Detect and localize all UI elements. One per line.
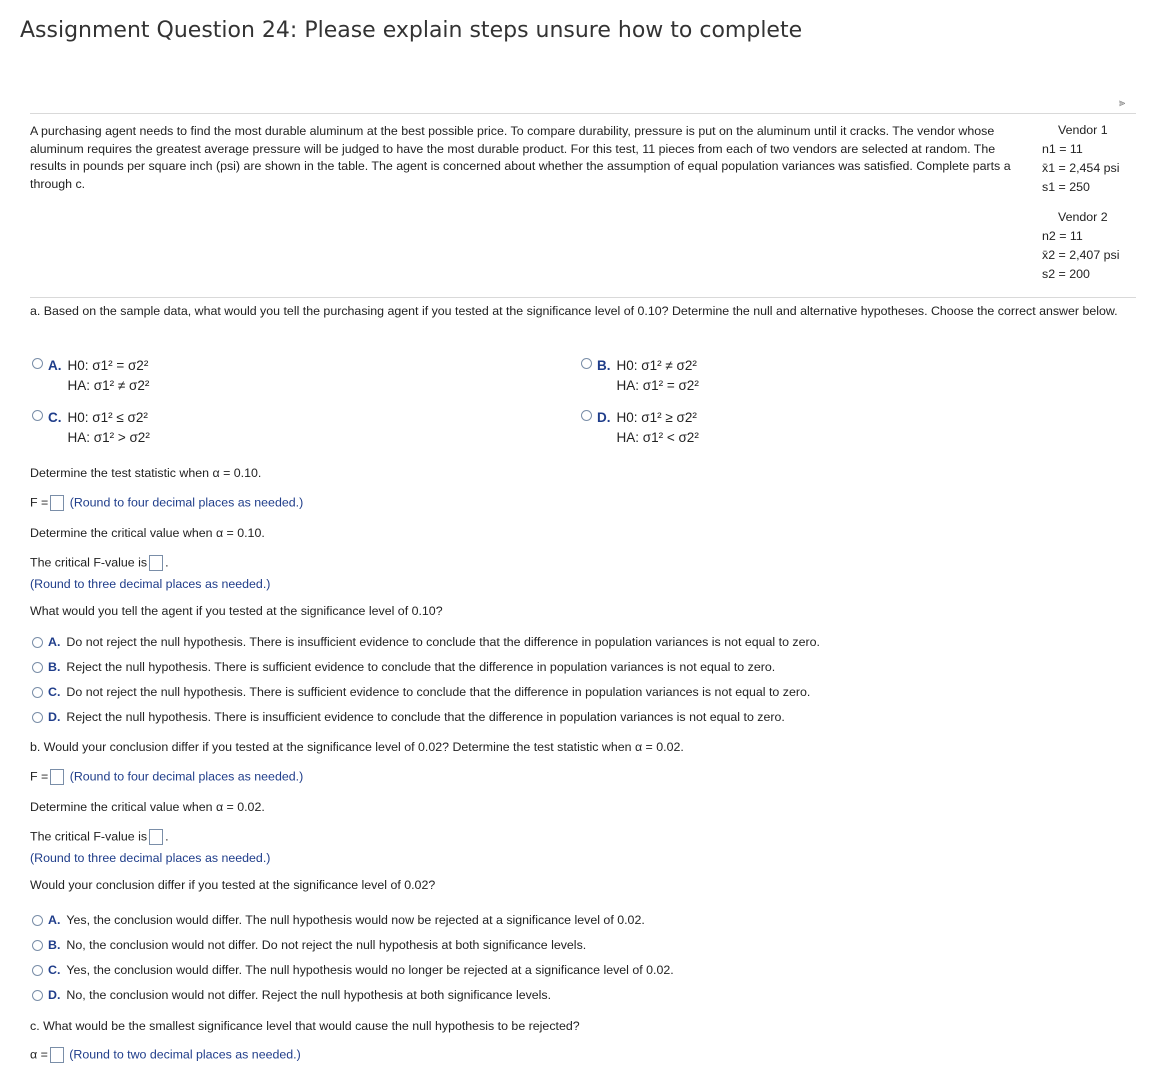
- hypothesis-option-c[interactable]: C. H0: σ1² ≤ σ2² HA: σ1² > σ2²: [32, 408, 150, 448]
- alpha-input[interactable]: [50, 1047, 64, 1063]
- radio-circle-icon[interactable]: [32, 662, 43, 673]
- crit-value-input-a[interactable]: [149, 555, 163, 571]
- f-stat-hint-a: (Round to four decimal places as needed.): [69, 495, 304, 510]
- top-divider: [30, 113, 1136, 114]
- radio-circle-icon[interactable]: [32, 990, 43, 1001]
- alpha-hint: (Round to two decimal places as needed.): [69, 1047, 301, 1062]
- page-title: Assignment Question 24: Please explain steps unsure how to complete: [20, 18, 803, 43]
- vendor-2-n: n2 = 11: [1042, 229, 1083, 243]
- vendor-1-n: n1 = 11: [1042, 142, 1083, 156]
- problem-text: A purchasing agent needs to find the most durable aluminum at the best possible price. To compare durability, pressure is put on the aluminum until it cracks. The vendor whose aluminum requires the greatest average pressure will be judged to have the most durable product. For this test, 11 pieces from each of two vendors are selected at random. The results in pounds per square inch (psi) are shown in the table. The agent is concerned about whether the assumption of equal population variances was satisfied. Complete parts a through c.: [30, 124, 1011, 191]
- crit-prompt-a: Determine the critical value when α = 0.10.: [30, 526, 265, 540]
- h0-text: H0: σ1² ≥ σ2²: [616, 410, 697, 425]
- vendor-2-header: Vendor 2: [1058, 210, 1108, 224]
- crit-hint-b: (Round to three decimal places as needed.): [30, 851, 271, 865]
- radio-circle-icon[interactable]: [581, 358, 592, 369]
- ha-text: HA: σ1² = σ2²: [616, 378, 699, 393]
- crit-value-input-b[interactable]: [149, 829, 163, 845]
- conclusion-option-d[interactable]: D. Reject the null hypothesis. There is insufficient evidence to conclude that the difference in population variances is not equal to zero.: [32, 710, 785, 724]
- collapse-icon[interactable]: ⫸: [1119, 97, 1126, 109]
- vendor-2-mean: x̄2 = 2,407 psi: [1042, 248, 1120, 262]
- conclusion-option-c[interactable]: C. Do not reject the null hypothesis. There is sufficient evidence to conclude that the difference in population variances is not equal to zero.: [32, 685, 810, 699]
- f-stat-input-a[interactable]: [50, 495, 64, 511]
- radio-circle-icon[interactable]: [32, 940, 43, 951]
- crit-hint-a: (Round to three decimal places as needed.): [30, 577, 271, 591]
- vendor-1-mean: x̄1 = 2,454 psi: [1042, 161, 1120, 175]
- h0-text: H0: σ1² ≤ σ2²: [67, 410, 148, 425]
- vendor-1-table: [1042, 121, 1120, 197]
- crit-prompt-b: Determine the critical value when α = 0.02.: [30, 800, 265, 814]
- f-stat-input-b[interactable]: [50, 769, 64, 785]
- part-c-prompt: c. What would be the smallest significance level that would cause the null hypothesis to be rejected?: [30, 1019, 580, 1033]
- part-a-prompt: a. Based on the sample data, what would you tell the purchasing agent if you tested at the significance level of 0.10? Determine the null and alternative hypotheses. Choose the correct answer below.: [30, 304, 1118, 318]
- radio-circle-icon[interactable]: [581, 410, 592, 421]
- ha-text: HA: σ1² ≠ σ2²: [67, 378, 150, 393]
- ha-text: HA: σ1² < σ2²: [616, 430, 699, 445]
- radio-circle-icon[interactable]: [32, 410, 43, 421]
- vendor-2-table: [1042, 208, 1120, 284]
- vendor-2-sd: s2 = 200: [1042, 267, 1090, 281]
- radio-circle-icon[interactable]: [32, 637, 43, 648]
- f-stat-hint-b: (Round to four decimal places as needed.): [69, 769, 304, 784]
- vendor-1-header: Vendor 1: [1058, 123, 1108, 137]
- ha-text: HA: σ1² > σ2²: [67, 430, 150, 445]
- part-b-prompt: b. Would your conclusion differ if you tested at the significance level of 0.02? Determine the test statistic when α = 0.02.: [30, 740, 684, 754]
- f-stat-row-b: F = (Round to four decimal places as needed.): [30, 769, 304, 784]
- alpha-row: α = (Round to two decimal places as needed.): [30, 1047, 301, 1062]
- hypothesis-option-a[interactable]: A. H0: σ1² = σ2² HA: σ1² ≠ σ2²: [32, 356, 149, 396]
- radio-circle-icon[interactable]: [32, 965, 43, 976]
- differ-prompt: Would your conclusion differ if you tested at the significance level of 0.02?: [30, 878, 436, 892]
- vendor-1-sd: s1 = 250: [1042, 180, 1090, 194]
- tell-agent-prompt: What would you tell the agent if you tested at the significance level of 0.10?: [30, 604, 443, 618]
- conclusion-option-a[interactable]: A. Do not reject the null hypothesis. There is insufficient evidence to conclude that the difference in population variances is not equal to zero.: [32, 635, 820, 649]
- radio-circle-icon[interactable]: [32, 712, 43, 723]
- differ-option-c[interactable]: C. Yes, the conclusion would differ. The null hypothesis would no longer be rejected at a significance level of 0.02.: [32, 963, 674, 977]
- differ-option-a[interactable]: A. Yes, the conclusion would differ. The null hypothesis would now be rejected at a significance level of 0.02.: [32, 913, 645, 927]
- crit-row-b: The critical F-value is .: [30, 829, 169, 844]
- hypothesis-option-d[interactable]: D. H0: σ1² ≥ σ2² HA: σ1² < σ2²: [581, 408, 699, 448]
- radio-circle-icon[interactable]: [32, 358, 43, 369]
- hypothesis-option-b[interactable]: B. H0: σ1² ≠ σ2² HA: σ1² = σ2²: [581, 356, 699, 396]
- test-stat-prompt-a: Determine the test statistic when α = 0.10.: [30, 466, 262, 480]
- conclusion-option-b[interactable]: B. Reject the null hypothesis. There is sufficient evidence to conclude that the difference in population variances is not equal to zero.: [32, 660, 775, 674]
- f-stat-row-a: F = (Round to four decimal places as needed.): [30, 495, 304, 510]
- differ-option-d[interactable]: D. No, the conclusion would not differ. Reject the null hypothesis at both significance levels.: [32, 988, 551, 1002]
- radio-circle-icon[interactable]: [32, 687, 43, 698]
- section-divider: [30, 297, 1136, 298]
- h0-text: H0: σ1² ≠ σ2²: [616, 358, 697, 373]
- h0-text: H0: σ1² = σ2²: [67, 358, 149, 373]
- radio-circle-icon[interactable]: [32, 915, 43, 926]
- crit-row-a: The critical F-value is .: [30, 555, 169, 570]
- differ-option-b[interactable]: B. No, the conclusion would not differ. Do not reject the null hypothesis at both significance levels.: [32, 938, 586, 952]
